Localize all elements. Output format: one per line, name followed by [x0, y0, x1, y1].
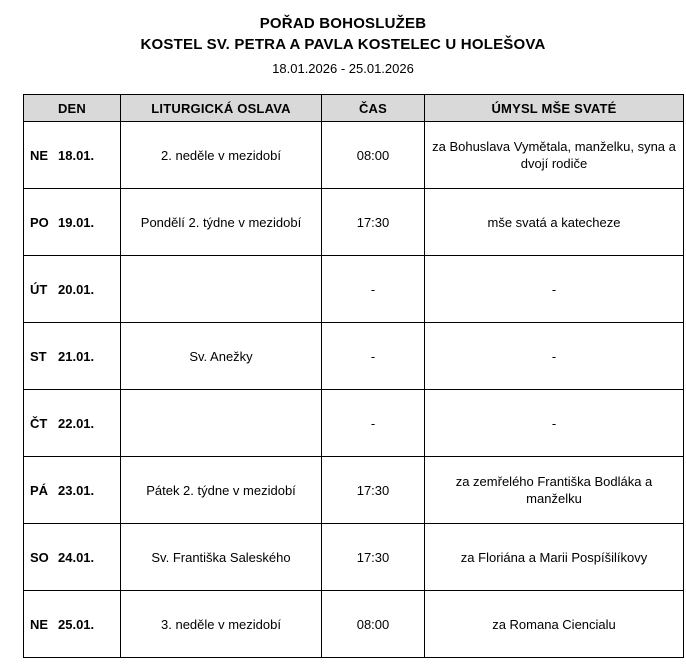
- cell-liturgical-celebration: Pátek 2. týdne v mezidobí: [121, 457, 322, 524]
- table-row: [24, 591, 684, 658]
- cell-day: [24, 323, 121, 390]
- cell-mass-intention: -: [425, 256, 684, 323]
- cell-mass-intention: mše svatá a katecheze: [425, 189, 684, 256]
- cell-liturgical-celebration: 2. neděle v mezidobí: [121, 122, 322, 189]
- cell-day: [24, 457, 121, 524]
- table-row: [24, 323, 684, 390]
- cell-time: 08:00: [322, 591, 425, 658]
- table-row: [24, 457, 684, 524]
- cell-day-date: 18.01.: [58, 147, 95, 163]
- cell-time: -: [322, 256, 425, 323]
- cell-liturgical-celebration: [121, 256, 322, 323]
- table-row: [24, 122, 684, 189]
- cell-liturgical-celebration: Sv. Anežky: [121, 323, 322, 390]
- cell-time: 17:30: [322, 457, 425, 524]
- cell-day-name: ČT: [30, 415, 48, 431]
- cell-day: [24, 122, 121, 189]
- cell-day-date: 19.01.: [58, 214, 95, 230]
- cell-day: [24, 256, 121, 323]
- cell-mass-intention: za Romana Ciencialu: [425, 591, 684, 658]
- table-row: [24, 390, 684, 457]
- cell-day-date: 20.01.: [58, 281, 95, 297]
- cell-day-name: PÁ: [30, 482, 49, 498]
- cell-liturgical-celebration: 3. neděle v mezidobí: [121, 591, 322, 658]
- column-header-time: ČAS: [322, 95, 425, 122]
- table-header-row: [24, 95, 684, 122]
- cell-day: [24, 524, 121, 591]
- column-header-day: DEN: [24, 95, 121, 122]
- cell-time: 17:30: [322, 524, 425, 591]
- cell-day-name: ÚT: [30, 281, 48, 297]
- cell-day-name: ST: [30, 348, 47, 364]
- cell-day-name: SO: [30, 549, 49, 565]
- cell-liturgical-celebration: Sv. Františka Saleského: [121, 524, 322, 591]
- schedule-table-body: [24, 122, 684, 658]
- document-title-secondary: KOSTEL SV. PETRA A PAVLA KOSTELEC U HOLEŠOVA: [140, 36, 546, 53]
- cell-time: 08:00: [322, 122, 425, 189]
- cell-time: 17:30: [322, 189, 425, 256]
- cell-liturgical-celebration: Pondělí 2. týdne v mezidobí: [121, 189, 322, 256]
- cell-day: [24, 390, 121, 457]
- cell-day: [24, 591, 121, 658]
- schedule-table-wrapper: [23, 94, 676, 658]
- cell-day-name: NE: [30, 147, 49, 163]
- cell-day-date: 24.01.: [58, 549, 95, 565]
- cell-time: -: [322, 323, 425, 390]
- table-row: [24, 524, 684, 591]
- document-title-primary: POŘAD BOHOSLUŽEB: [259, 15, 427, 32]
- cell-mass-intention: za zemřelého Františka Bodláka a manželku: [425, 457, 684, 524]
- schedule-table-head: [24, 95, 684, 122]
- cell-mass-intention: -: [425, 323, 684, 390]
- cell-day-date: 22.01.: [58, 415, 95, 431]
- cell-day-date: 25.01.: [58, 616, 95, 632]
- column-header-liturgical-celebration: LITURGICKÁ OSLAVA: [121, 95, 322, 122]
- document-header: [0, 0, 686, 80]
- cell-day-name: PO: [30, 214, 49, 230]
- schedule-table: [23, 94, 684, 658]
- cell-day: [24, 189, 121, 256]
- cell-time: -: [322, 390, 425, 457]
- cell-day-date: 23.01.: [58, 482, 95, 498]
- cell-day-name: NE: [30, 616, 49, 632]
- table-row: [24, 189, 684, 256]
- table-row: [24, 256, 684, 323]
- cell-day-date: 21.01.: [58, 348, 95, 364]
- cell-mass-intention: za Floriána a Marii Pospíšilíkovy: [425, 524, 684, 591]
- column-header-mass-intention: ÚMYSL MŠE SVATÉ: [425, 95, 684, 122]
- cell-mass-intention: -: [425, 390, 684, 457]
- document-date-range: 18.01.2026 - 25.01.2026: [272, 61, 414, 76]
- cell-liturgical-celebration: [121, 390, 322, 457]
- cell-mass-intention: za Bohuslava Vymětala, manželku, syna a dvojí rodiče: [425, 122, 684, 189]
